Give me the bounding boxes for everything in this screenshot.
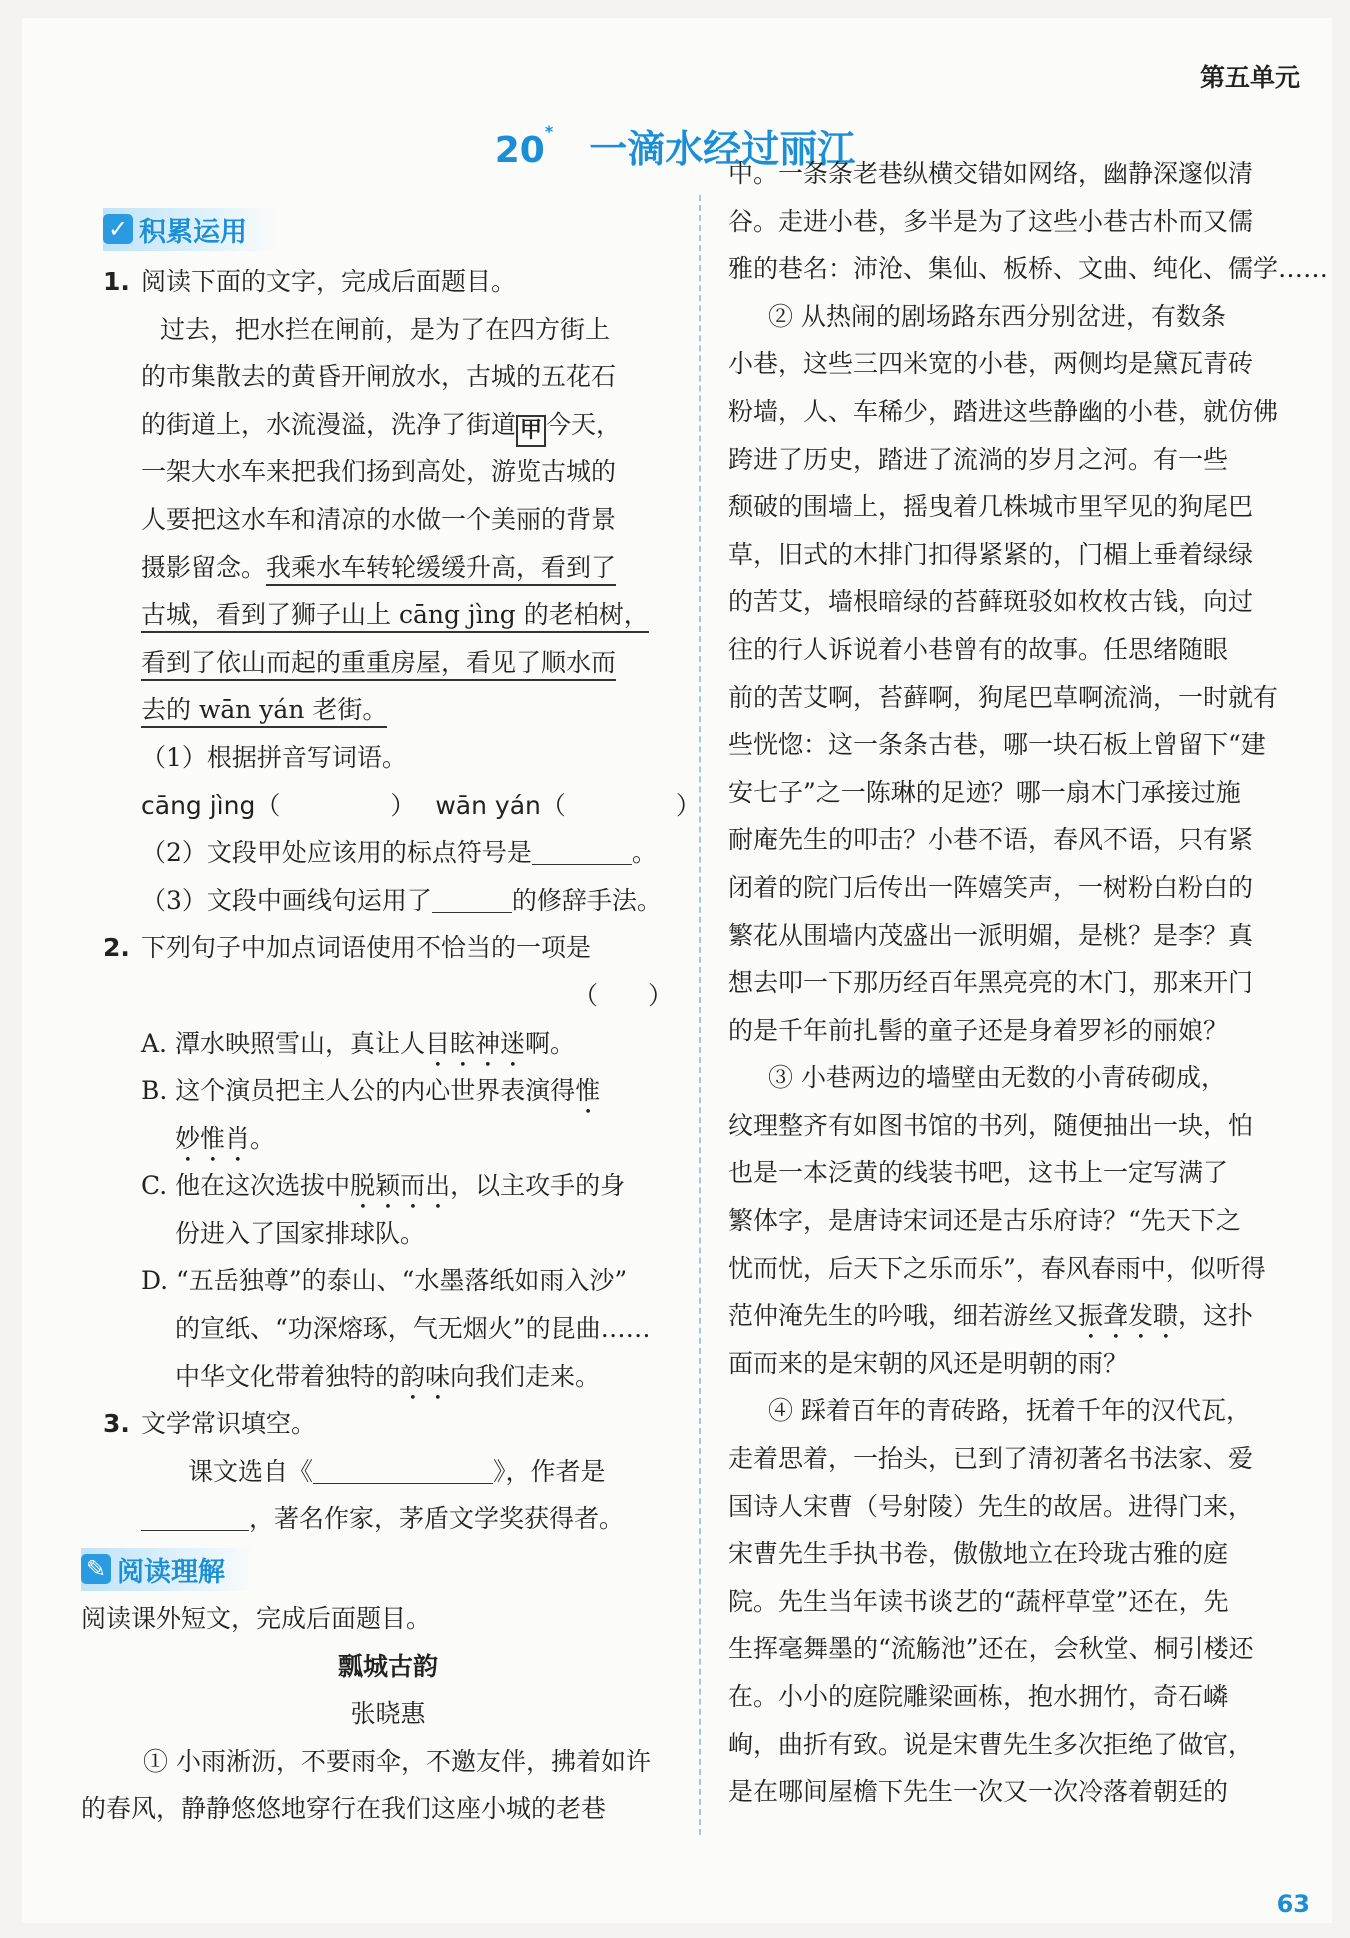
article-line: 草，旧式的木排门扣得紧紧的，门楣上垂着绿绿 [728, 539, 1254, 569]
article-line: 忧而忧，后天下之乐而乐”，春风春雨中，似听得 [728, 1253, 1266, 1283]
passage-line: 摄影留念。我乘水车转轮缓缓升高，看到了 [103, 544, 673, 592]
article-title: 瓢城古韵 [337, 1651, 438, 1681]
answer-blank[interactable] [432, 888, 512, 913]
unit-label: 第五单元 [1199, 63, 1300, 92]
article-line: 走着思着，一抬头，已到了清初著名书法家、爱 [728, 1444, 1254, 1474]
section-reading [81, 1543, 673, 1595]
passage-line: 去的 wān yán 老街。 [103, 686, 673, 734]
article-line: ③ 小巷两边的墙壁由无数的小青砖砌成， [768, 1063, 1226, 1093]
article-line: 的苦艾，墙根暗绿的苔藓斑驳如枚枚古钱，向过 [728, 587, 1254, 617]
article-line: 安七子”之一陈琳的足迹？哪一扇木门承接过施 [728, 777, 1241, 807]
option-d-cont: 中华文化带着独特的韵味向我们走来。 [175, 1361, 601, 1391]
passage-line: 的街道上，水流漫溢，洗净了街道 甲 今天， [103, 401, 673, 449]
left-column [81, 200, 701, 1833]
column-divider [699, 195, 701, 1835]
article-line: 峋，曲折有致。说是宋曹先生多次拒绝了做官， [728, 1729, 1254, 1759]
section-accumulate [103, 200, 673, 258]
article-line: 雅的巷名：沛沧、集仙、板桥、文曲、纯化、儒学…… [728, 254, 1329, 284]
article-line: 些恍惚：这一条条古巷，哪一块石板上曾留下“建 [728, 730, 1266, 760]
right-column [728, 150, 1329, 1816]
article-line: 院。先生当年读书谈艺的“蔬枰草堂”还在，先 [728, 1586, 1229, 1616]
article-line: 谷。走进小巷，多半是为了这些小巷古朴而又儒 [728, 206, 1254, 236]
article-line: 前的苦艾啊，苔藓啊，狗尾巴草啊流淌，一时就有 [728, 682, 1279, 712]
subquestion-2: （2）文段甲处应该用的标点符号是 。 [141, 838, 657, 868]
section-title: 积累运用 [139, 216, 247, 248]
article-line: 小巷，这些三四米宽的小巷，两侧均是黛瓦青砖 [728, 349, 1254, 379]
lesson-title-text: 一滴水经过丽江 [589, 127, 856, 171]
article-line: 生挥毫舞墨的“流觞池”还在，会秋堂、桐引楼还 [728, 1634, 1254, 1664]
article-line: 想去叩一下那历经百年黑亮亮的木门，那来开门 [728, 968, 1254, 998]
subquestion-1: （1）根据拼音写词语。 [141, 742, 407, 772]
option-c-cont: 份进入了国家排球队。 [175, 1218, 426, 1248]
article-line: 繁体字，是唐诗宋词还是古乐府诗？“先天下之 [728, 1206, 1241, 1236]
article-line: 面而来的是宋朝的风还是明朝的雨？ [728, 1348, 1129, 1378]
article-line: 颓破的围墙上，摇曳着几株城市里罕见的狗尾巴 [728, 492, 1254, 522]
article-line: 繁花从围墙内茂盛出一派明媚，是桃？是李？真 [728, 920, 1254, 950]
article-line: 往的行人诉说着小巷曾有的故事。任思绪随眼 [728, 634, 1229, 664]
article-line: 范仲淹先生的吟哦，细若游丝又振聋发聩，这扑 [728, 1301, 1254, 1331]
article-line: 粉墙，人、车稀少，踏进这些静幽的小巷，就仿佛 [728, 396, 1279, 426]
article-author: 张晓惠 [350, 1699, 426, 1729]
question-3: 3. 文学常识填空。 [103, 1409, 317, 1439]
article-line: 是在哪间屋檐下先生一次又一次冷落着朝廷的 [728, 1777, 1229, 1807]
article-line: ② 从热闹的剧场路东西分别岔进，有数条 [768, 301, 1226, 331]
reading-intro: 阅读课外短文，完成后面题目。 [81, 1604, 432, 1634]
underlined-sentence: 我乘水车转轮缓缓升高，看到了 [266, 553, 616, 586]
article-line: 在。小小的庭院雕梁画栋，抱水拥竹，奇石嶙 [728, 1682, 1229, 1711]
lesson-number: 20 [494, 130, 545, 171]
option-b-cont: 妙惟肖。 [175, 1123, 276, 1153]
option-c[interactable]: C. 他在这次选拔中脱颖而出，以主攻手的身 [141, 1171, 626, 1201]
option-b[interactable]: B. 这个演员把主人公的内心世界表演得惟 [141, 1076, 601, 1106]
subquestion-3: （3）文段中画线句运用了 的修辞手法。 [141, 885, 662, 915]
article-line: 的春风，静静悠悠地穿行在我们这座小城的老巷 [81, 1794, 607, 1824]
passage-line: 一架大水车来把我们扬到高处，游览古城的 [141, 457, 617, 487]
answer-blank[interactable] [313, 1459, 493, 1484]
article-line: 耐庵先生的叩击？小巷不语，春风不语，只有紧 [728, 825, 1254, 855]
passage-line: 过去，把水拦在闸前，是为了在四方街上 [160, 314, 611, 344]
option-a[interactable]: A. 潭水映照雪山，真让人目眩神迷啊。 [141, 1028, 575, 1058]
article-line: 宋曹先生手执书卷，傲傲地立在玲珑古雅的庭 [728, 1539, 1229, 1569]
question-1: 1. 阅读下面的文字，完成后面题目。 [103, 267, 517, 296]
passage-line: 人要把这水车和清凉的水做一个美丽的背景 [141, 504, 617, 534]
answer-blank[interactable] [141, 1506, 249, 1531]
q3-line-1: 课文选自《 》，作者是 [188, 1456, 606, 1486]
article-line: 纹理整齐有如图书馆的书列，随便抽出一块，怕 [728, 1110, 1254, 1140]
article-line: ① 小雨淅沥，不要雨伞，不邀友伴，拂着如许 [143, 1746, 651, 1776]
pinyin-answers: cāng jìng（ ） wān yán（ ） [141, 790, 701, 820]
passage-line: 的市集散去的黄昏开闸放水，古城的五花石 [141, 362, 617, 392]
article-line: 国诗人宋曹（号射陵）先生的故居。进得门来， [728, 1491, 1254, 1521]
option-d-cont: 的宣纸、“功深熔琢，气无烟火”的昆曲…… [175, 1314, 651, 1344]
article-line: 中。一条条老巷纵横交错如网络，幽静深邃似清 [728, 159, 1254, 188]
answer-paren[interactable]: （ ） [572, 980, 673, 1010]
article-line: 也是一本泛黄的线装书吧，这书上一定写满了 [728, 1158, 1229, 1188]
answer-blank[interactable] [532, 840, 632, 865]
section-title: 阅读理解 [117, 1556, 225, 1588]
pencil-icon: ✎ [81, 1554, 111, 1584]
article-line: ④ 踩着百年的青砖路，抚着千年的汉代瓦， [768, 1396, 1251, 1426]
article-line: 的是千年前扎髻的童子还是身着罗衫的丽娘？ [728, 1015, 1229, 1045]
question-2: 2. 下列句子中加点词语使用不恰当的一项是 [103, 933, 592, 963]
q3-line-2: ，著名作家，茅盾文学奖获得者。 [103, 1495, 673, 1543]
article-line: 闭着的院门后传出一阵嬉笑声，一树粉白粉白的 [728, 872, 1254, 902]
page-number: 63 [1276, 1890, 1310, 1918]
passage-line: 古城，看到了狮子山上 cāng jìng 的老柏树， [103, 591, 673, 639]
option-d[interactable]: D. “五岳独尊”的泰山、“水墨落纸如雨入沙” [141, 1266, 628, 1296]
blank-box-jia: 甲 [516, 415, 546, 447]
checkmark-icon: ✓ [103, 214, 133, 244]
passage-line: 看到了依山而起的重重房屋，看见了顺水而 [103, 639, 673, 687]
article-line: 跨进了历史，踏进了流淌的岁月之河。有一些 [728, 444, 1229, 474]
optional-mark: * [544, 122, 554, 141]
